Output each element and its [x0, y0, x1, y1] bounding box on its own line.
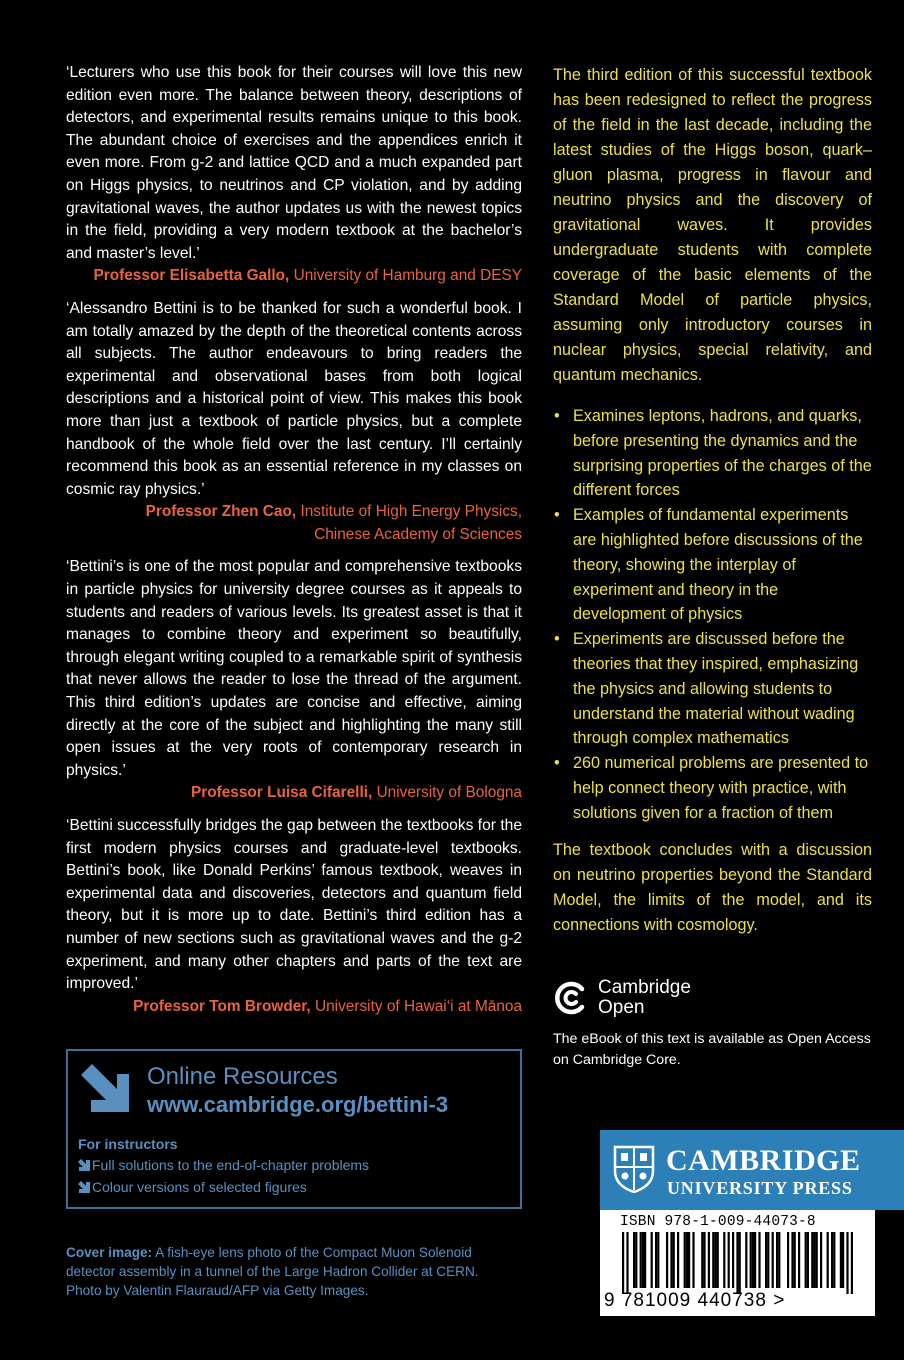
endorsement-browder [66, 815, 522, 1018]
publisher-press: UNIVERSITY PRESS [667, 1178, 853, 1198]
cover-image-credit [66, 1243, 506, 1300]
barcode-bar [626, 1232, 628, 1294]
feature-item: • Examples of fundamental experiments are highlighted before discussions of the theory, showing the interplay of experiment and theory in the development of physics [553, 503, 872, 627]
barcode-bar [723, 1232, 725, 1288]
bullet-icon: • [554, 407, 560, 425]
barcode-bar [846, 1232, 848, 1294]
resource-item: Colour versions of selected figures [78, 1179, 307, 1195]
barcode-bar [703, 1232, 705, 1288]
barcode-bar [712, 1232, 714, 1288]
endorsement-cifarelli [66, 556, 522, 805]
publisher-name: CAMBRIDGE [666, 1144, 861, 1177]
barcode-bar [827, 1232, 829, 1288]
barcode-bar [851, 1232, 853, 1294]
quote-affiliation: University of Bologna [376, 784, 522, 802]
bullet-icon: • [554, 506, 560, 525]
cover-image-text: A fish-eye lens photo of the Compact Muon Solenoid detector assembly in a tunnel of the Large Hadron Collider at CERN. Photo by Valentin Flauraud/AFP via Getty Images. [66, 1245, 479, 1298]
barcode-bar [739, 1232, 741, 1294]
barcode-bar [688, 1232, 690, 1288]
barcode-bar [816, 1232, 818, 1288]
cambridge-shield-icon [613, 1145, 655, 1193]
cambridge-open-notice [553, 978, 872, 1070]
quote-author: Professor Elisabetta Gallo, [93, 267, 290, 285]
feature-item: • Examines leptons, hadrons, and quarks, before presenting the dynamics and the surprising properties of the charges of the different forces [553, 404, 872, 503]
bullet-icon: • [554, 754, 560, 773]
quote-text: ‘Lecturers who use this book for their courses will love this new edition even more. The balance between theory, descriptions of detectors, and experimental results remains unique to this book. The abundant choice of exercises and the appendices enrich it even more. From g-2 and lattice QCD and a much expanded part on Higgs physics, to neutrinos and CP violation, and by adding gravitational waves, the author updates us with the newest topics in the field, providing a very modern textbook at the bachelor’s and master’s level.’ [66, 64, 522, 262]
barcode-bar [701, 1232, 703, 1288]
barcode-bar [820, 1232, 822, 1288]
barcode-bar [673, 1232, 675, 1288]
barcode-bar [655, 1232, 657, 1288]
barcode-bar [644, 1232, 646, 1288]
barcode-bar [791, 1232, 793, 1288]
barcode-bar [767, 1232, 769, 1288]
barcode-bar [831, 1232, 833, 1288]
barcode-bar [794, 1232, 796, 1288]
quote-attribution [66, 782, 522, 805]
description-outro: The textbook concludes with a discussion on neutrino properties beyond the Standard Model, the limits of the model, and its connections with cosmology. [553, 840, 872, 934]
bullet-icon: • [554, 630, 560, 649]
barcode-bar [813, 1232, 815, 1288]
barcode-bar [714, 1232, 716, 1288]
barcode-bar [670, 1232, 672, 1288]
barcode-bar [758, 1232, 760, 1288]
cambridge-open-line2: Open [598, 997, 645, 1018]
barcode-bar [752, 1232, 754, 1288]
barcode-bar [811, 1232, 813, 1288]
cambridge-open-logo [553, 978, 872, 1018]
description-intro: The third edition of this successful textbook has been redesigned to reflect the progress of the field in the last decade, including the latest studies of the Higgs boson, quark–gluon plasma, progress in flavour and neutrino physics and the discovery of gravitational waves. It provides undergraduate students with complete coverage of the basic elements of the Standard Model of particle physics, assuming only introductory courses in nuclear physics, special relativity, and quantum mechanics. [553, 66, 872, 384]
arrow-down-right-icon [79, 1062, 131, 1114]
barcode-bar [745, 1232, 747, 1288]
barcode-bar [633, 1232, 635, 1288]
quote-author: Professor Zhen Cao, [145, 503, 297, 521]
feature-item: • Experiments are discussed before the theories that they inspired, emphasizing the physics and allowing students to understand the material without wading through complex mathematics [553, 627, 872, 751]
quote-text: ‘Bettini successfully bridges the gap between the textbooks for the first modern physics courses and graduate-level textbooks. Bettini’s book, like Donald Perkins’ famous textbook, weaves in experimental data and discoveries, detectors and quantum field theory, but it is more up to date. Bettini’s third edition has a number of new sections such as gravitational waves and the g-2 experiment, and many other chapters and parts of the text are improved.’ [66, 817, 522, 993]
barcode-bar [686, 1232, 688, 1288]
barcode-bar [750, 1232, 752, 1288]
cambridge-open-line1: Cambridge [598, 977, 691, 998]
quote-attribution [66, 265, 522, 288]
barcode-bar [736, 1232, 738, 1294]
isbn-number: ISBN 978-1-009-44073-8 [620, 1214, 816, 1230]
barcode-bar [640, 1232, 642, 1288]
open-access-icon [553, 980, 589, 1016]
cover-image-label: Cover image: [66, 1245, 153, 1260]
barcode-bar [717, 1232, 719, 1288]
endorsement-cao [66, 298, 522, 547]
book-description [553, 63, 872, 938]
for-instructors-label: For instructors [78, 1136, 178, 1152]
arrow-down-right-icon [78, 1159, 90, 1171]
quote-author: Professor Tom Browder, [133, 997, 311, 1015]
barcode-bar [807, 1232, 809, 1288]
endorsements-column [66, 62, 522, 1028]
barcode-bar [684, 1232, 686, 1288]
quote-text: ‘Alessandro Bettini is to be thanked for such a wonderful book. I am totally amazed by the depth of the theoretical contents across all subjects. The author endeavours to bring readers the experimental and observational bases from both logical descriptions and a historical point of view. This makes this book more than just a textbook of particle physics, but a complete handbook of the whole field over the last century. I’ll certainly recommend this book as an essential reference in my classes on cosmic ray physics.’ [66, 299, 522, 498]
arrow-down-right-icon [78, 1181, 90, 1193]
resource-item: Full solutions to the end-of-chapter problems [78, 1157, 369, 1173]
barcode-bar [732, 1232, 734, 1288]
feature-item: • 260 numerical problems are presented to help connect theory with practice, with solutions given for a fraction of them [553, 751, 872, 825]
barcode-bar [754, 1232, 756, 1288]
cambridge-open-description: The eBook of this text is available as Open Access on Cambridge Core. [553, 1031, 871, 1068]
barcode-bar [840, 1232, 842, 1288]
barcode-bar [708, 1232, 710, 1288]
barcode-bar [842, 1232, 844, 1288]
barcode-bar [642, 1232, 644, 1288]
barcode-bar [635, 1232, 637, 1288]
barcode-bar [657, 1232, 659, 1288]
barcode-bar [622, 1232, 624, 1294]
barcode-bar [728, 1232, 730, 1288]
quote-attribution [66, 996, 522, 1019]
endorsement-gallo [66, 62, 522, 288]
isbn-barcode [600, 1210, 875, 1316]
barcode-bar [776, 1232, 778, 1288]
quote-author: Professor Luisa Cifarelli, [190, 784, 373, 802]
barcode-bars [622, 1232, 854, 1294]
barcode-bar [692, 1232, 694, 1288]
online-resources-box [66, 1049, 522, 1209]
barcode-bar [651, 1232, 653, 1288]
barcode-digits: 9 781009 440738 > [604, 1290, 786, 1311]
quote-affiliation: Institute of High Energy Physics, [300, 503, 522, 521]
quote-affiliation-line2: Chinese Academy of Sciences [314, 525, 522, 543]
barcode-bar [787, 1232, 789, 1288]
barcode-bar [772, 1232, 774, 1288]
quote-affiliation: University of Hawai‘i at Mānoa [315, 997, 522, 1015]
barcode-bar [833, 1232, 835, 1288]
quote-attribution [66, 501, 522, 546]
barcode-bar [765, 1232, 767, 1288]
barcode-bar [666, 1232, 668, 1288]
quote-text: ‘Bettini’s is one of the most popular and comprehensive textbooks in particle physics for university degree courses as it appeals to students and readers of various levels. Its greatest asset is that it manages to combine theory and experiment so beautifully, through elegant writing coupled to a remarkable spirit of synthesis that never allows the reader to lose the thread of the argument. This third edition’s updates are concise and effective, aiming directly at the core of the subject and highlighting the many still open issues at the very roots of contemporary research in physics.’ [66, 558, 522, 779]
barcode-bar [677, 1232, 679, 1288]
online-resources-title: Online Resources [147, 1063, 338, 1090]
barcode-bar [798, 1232, 800, 1288]
publisher-logo-band [600, 1130, 904, 1210]
barcode-bar [778, 1232, 780, 1288]
feature-list [553, 404, 872, 826]
online-resources-url[interactable]: www.cambridge.org/bettini-3 [147, 1092, 449, 1117]
barcode-bar [805, 1232, 807, 1288]
quote-affiliation: University of Hamburg and DESY [293, 267, 522, 285]
